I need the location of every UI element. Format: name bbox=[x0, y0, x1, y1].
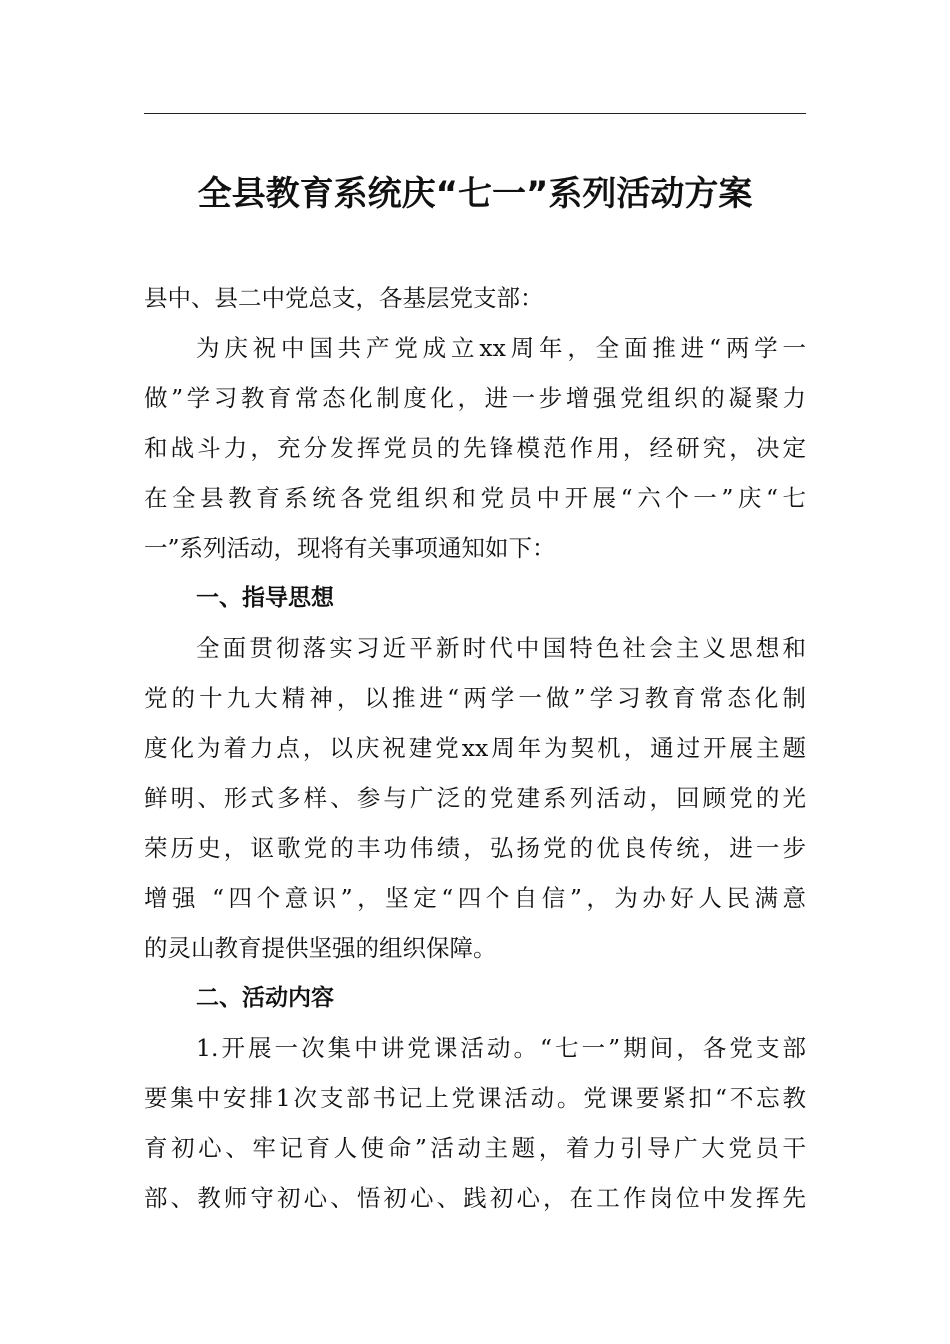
salutation: 县中、县二中党总支，各基层党支部： bbox=[144, 284, 544, 312]
section2-line: 育初心、牢记育人使命”活动主题，着力引导广大党员干 bbox=[144, 1134, 806, 1162]
intro-line: 和战斗力，充分发挥党员的先锋模范作用，经研究，决定 bbox=[144, 434, 806, 462]
section2-line: 要集中安排1次支部书记上党课活动。党课要紧扣“不忘教 bbox=[144, 1084, 806, 1112]
section1-line: 的灵山教育提供坚强的组织保障。 bbox=[144, 934, 497, 962]
header-rule bbox=[144, 113, 806, 114]
intro-line: 做”学习教育常态化制度化，进一步增强党组织的凝聚力 bbox=[144, 384, 806, 412]
intro-line: 一”系列活动，现将有关事项通知如下： bbox=[144, 534, 556, 562]
section1-line: 度化为着力点，以庆祝建党xx周年为契机，通过开展主题 bbox=[144, 734, 806, 762]
section2-line: 部、教师守初心、悟初心、践初心，在工作岗位中发挥先 bbox=[144, 1184, 806, 1212]
section1-line: 鲜明、形式多样、参与广泛的党建系列活动，回顾党的光 bbox=[144, 784, 806, 812]
section-heading-guiding-ideology: 一、指导思想 bbox=[196, 585, 334, 611]
intro-line: 为庆祝中国共产党成立xx周年，全面推进“两学一 bbox=[196, 334, 806, 362]
intro-line: 在全县教育系统各党组织和党员中开展“六个一”庆“七 bbox=[144, 484, 806, 512]
section1-line: 全面贯彻落实习近平新时代中国特色社会主义思想和 bbox=[196, 634, 806, 662]
document-body bbox=[144, 273, 806, 1223]
section1-line: 党的十九大精神，以推进“两学一做”学习教育常态化制 bbox=[144, 684, 806, 712]
section2-line: 1.开展一次集中讲党课活动。“七一”期间，各党支部 bbox=[196, 1034, 806, 1062]
section1-line: 荣历史，讴歌党的丰功伟绩，弘扬党的优良传统，进一步 bbox=[144, 834, 806, 862]
section1-line: 增强 “四个意识”，坚定“四个自信”，为办好人民满意 bbox=[144, 884, 806, 912]
document-title: 全县教育系统庆“七一”系列活动方案 bbox=[197, 174, 753, 214]
section-heading-activity-content: 二、活动内容 bbox=[196, 985, 334, 1011]
